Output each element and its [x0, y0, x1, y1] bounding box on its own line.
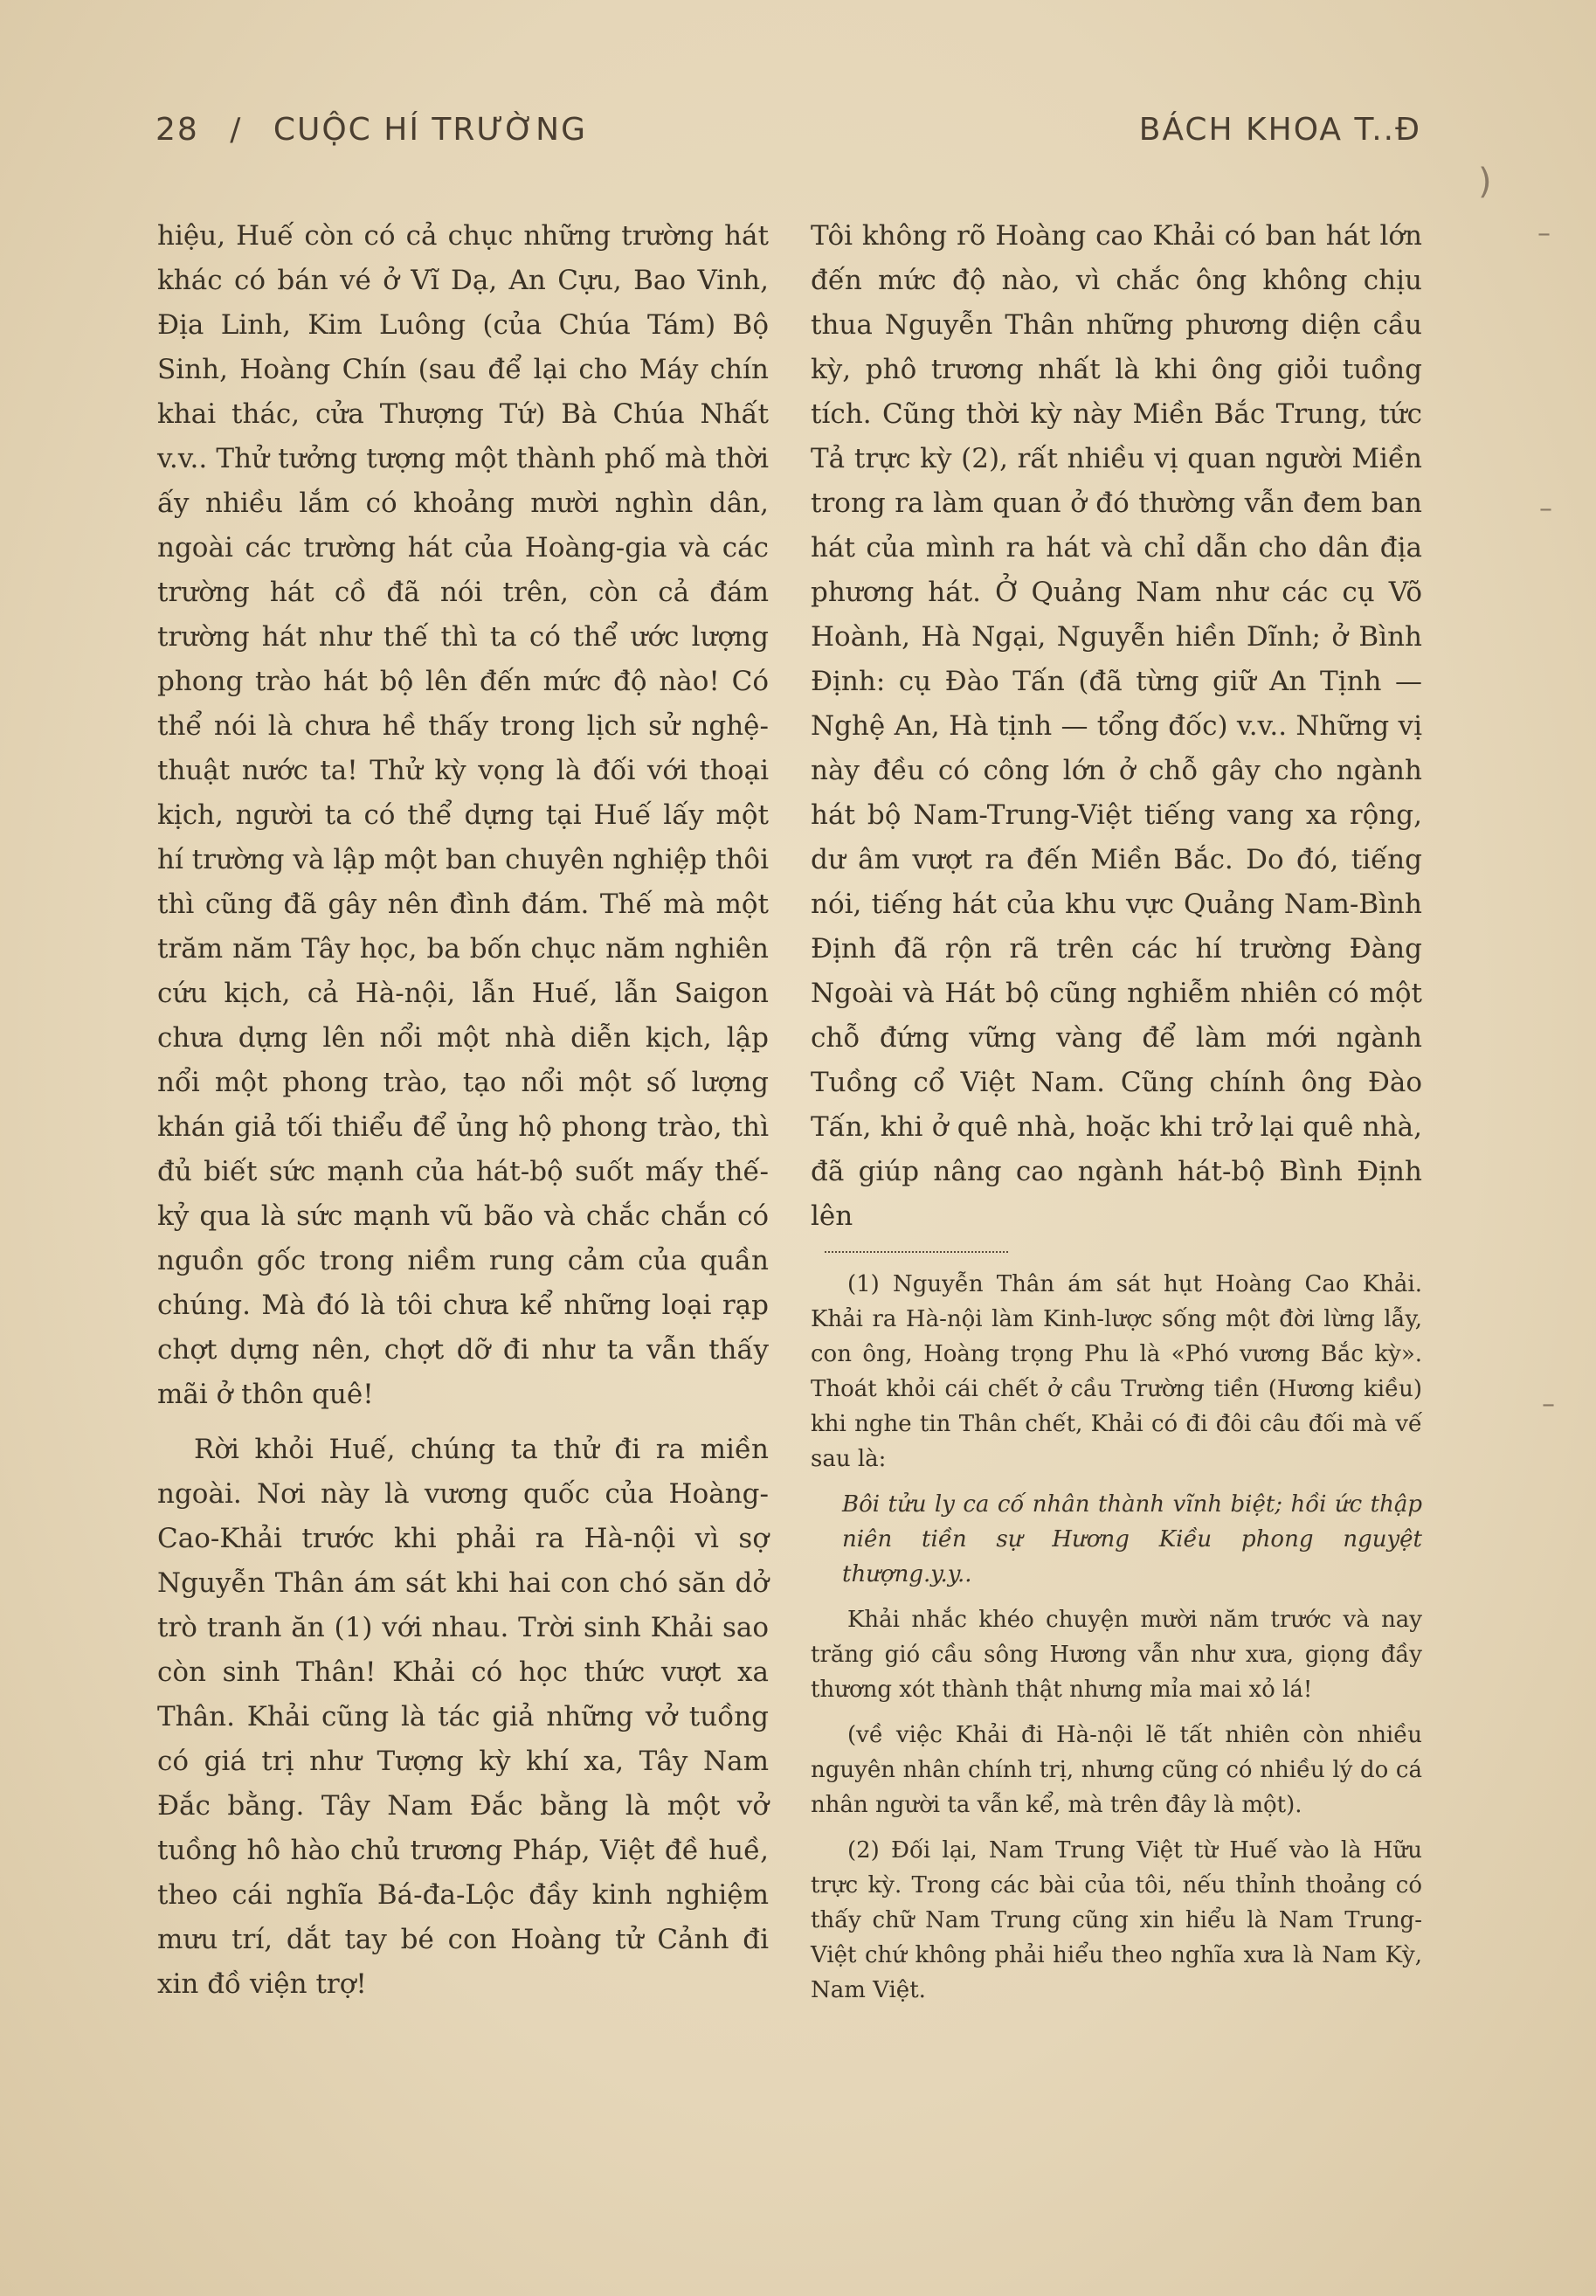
header-separator: /: [230, 112, 243, 148]
footnote-2: (2) Đối lại, Nam Trung Việt từ Huế vào là Hữu trực kỳ. Trong các bài của tôi, nếu thỉnh thoảng có thấy chữ Nam Trung cũng xin hiểu là Nam Trung-Việt chứ không phải hiểu theo nghĩa xưa là Nam Kỳ, Nam Việt.: [811, 1837, 1422, 2003]
publication-title: BÁCH KHOA T..Đ: [1138, 112, 1421, 148]
footnote-1-quote: Bôi tửu ly ca cố nhân thành vĩnh biệt; hồi ức thập niên tiền sự Hương Kiều phong nguyệt thượng.y.y..: [842, 1491, 1422, 1587]
right-paragraph-1: Tôi không rõ Hoàng cao Khải có ban hát lớn đến mức độ nào, vì chắc ông không chịu thua Nguyễn Thân những phương diện cầu kỳ, phô trương nhất là khi ông giỏi tuồng tích. Cũng thời kỳ này Miền Bắc Trung, tức Tả trực kỳ (2), rất nhiều vị quan người Miền trong ra làm quan ở đó thường vẫn đem ban hát của mình ra hát và chỉ dẫn cho dân địa phương hát. Ở Quảng Nam như các cụ Võ Hoành, Hà Ngại, Nguyễn hiền Dĩnh; ở Bình Định: cụ Đào Tấn (đã từng giữ An Tịnh — Nghệ An, Hà tịnh — tổng đốc) v.v.. Những vị này đều có công lớn ở chỗ gây cho ngành hát bộ Nam-Trung-Việt tiếng vang xa rộng, dư âm vượt ra đến Miền Bắc. Do đó, tiếng nói, tiếng hát của khu vực Quảng Nam-Bình Định đã rộn rã trên các hí trường Đàng Ngoài và Hát bộ cũng nghiễm nhiên có một chỗ đứng vững vàng để làm mới ngành Tuồng cổ Việt Nam. Cũng chính ông Đào Tấn, khi ở quê nhà, hoặc khi trở lại quê nhà, đã giúp nâng cao ngành hát-bộ Bình Định lên: [811, 220, 1422, 1232]
footnote-divider: [825, 1251, 1008, 1253]
page-header: [155, 112, 1421, 156]
margin-mark: –: [1539, 494, 1552, 524]
margin-mark: –: [1542, 1389, 1555, 1420]
page-number: 28: [155, 112, 199, 148]
left-paragraph-2: Rời khỏi Huế, chúng ta thử đi ra miền ngoài. Nơi này là vương quốc của Hoàng-Cao-Khải trước khi phải ra Hà-nội vì sợ Nguyễn Thân ám sát khi hai con chó săn dở trò tranh ăn (1) với nhau. Trời sinh Khải sao còn sinh Thân! Khải có học thức vượt xa Thân. Khải cũng là tác giả những vở tuồng có giá trị như Tượng kỳ khí xa, Tây Nam Đắc bằng. Tây Nam Đắc bằng là một vở tuồng hô hào chủ trương Pháp, Việt đề huề, theo cái nghĩa Bá-đa-Lộc đầy kinh nghiệm mưu trí, dắt tay bé con Hoàng tử Cảnh đi xin đồ viện trợ!: [157, 1434, 769, 2000]
footnote-1: (1) Nguyễn Thân ám sát hụt Hoàng Cao Khải. Khải ra Hà-nội làm Kinh-lược sống một đời lừng lẫy, con ông, Hoàng trọng Phu là «Phó vương Bắc kỳ». Thoát khỏi cái chết ở cầu Trường tiền (Hương kiều) khi nghe tin Thân chết, Khải có đi đôi câu đối mà vế sau là:: [811, 1271, 1422, 1472]
header-left: [155, 112, 587, 148]
footnote-1-extra: (về việc Khải đi Hà-nội lẽ tất nhiên còn nhiều nguyên nhân chính trị, nhưng cũng có nhiều lý do cá nhân người ta vẫn kể, mà trên đây là một).: [811, 1722, 1422, 1818]
section-title: CUỘC HÍ TRƯỜNG: [273, 112, 587, 148]
margin-mark: –: [1537, 218, 1551, 249]
footnote-1-note: Khải nhắc khéo chuyện mười năm trước và nay trăng gió cầu sông Hương vẫn như xưa, giọng đầy thương xót thành thật nhưng mỉa mai xỏ lá!: [811, 1607, 1422, 1703]
right-column: [811, 214, 1422, 2018]
left-paragraph-1: hiệu, Huế còn có cả chục những trường hát khác có bán vé ở Vĩ Dạ, An Cựu, Bao Vinh, Địa Linh, Kim Luông (của Chúa Tám) Bộ Sinh, Hoàng Chín (sau để lại cho Máy chín khai thác, cửa Thượng Tứ) Bà Chúa Nhất v.v.. Thử tưởng tượng một thành phố mà thời ấy nhiều lắm có khoảng mười nghìn dân, ngoài các trường hát của Hoàng-gia và các trường hát cồ đã nói trên, còn cả đám trường hát như thế thì ta có thể ước lượng phong trào hát bộ lên đến mức độ nào! Có thể nói là chưa hề thấy trong lịch sử nghệ-thuật nước ta! Thử kỳ vọng là đối với thoại kịch, người ta có thể dựng tại Huế lấy một hí trường và lập một ban chuyên nghiệp thôi thì cũng đã gây nên đình đám. Thế mà một trăm năm Tây học, ba bốn chục năm nghiên cứu kịch, cả Hà-nội, lẫn Huế, lẫn Saigon chưa dựng lên nổi một nhà diễn kịch, lập nổi một phong trào, tạo nổi một số lượng khán giả tối thiểu để ủng hộ phong trào, thì đủ biết sức mạnh của hát-bộ suốt mấy thế-kỷ qua là sức mạnh vũ bão và chắc chắn có nguồn gốc trong niềm rung cảm của quần chúng. Mà đó là tôi chưa kể những loại rạp chợt dựng nên, chợt dỡ đi như ta vẫn thấy mãi ở thôn quê!: [157, 220, 769, 1410]
left-column: [157, 214, 769, 2017]
margin-mark: ): [1478, 162, 1492, 202]
